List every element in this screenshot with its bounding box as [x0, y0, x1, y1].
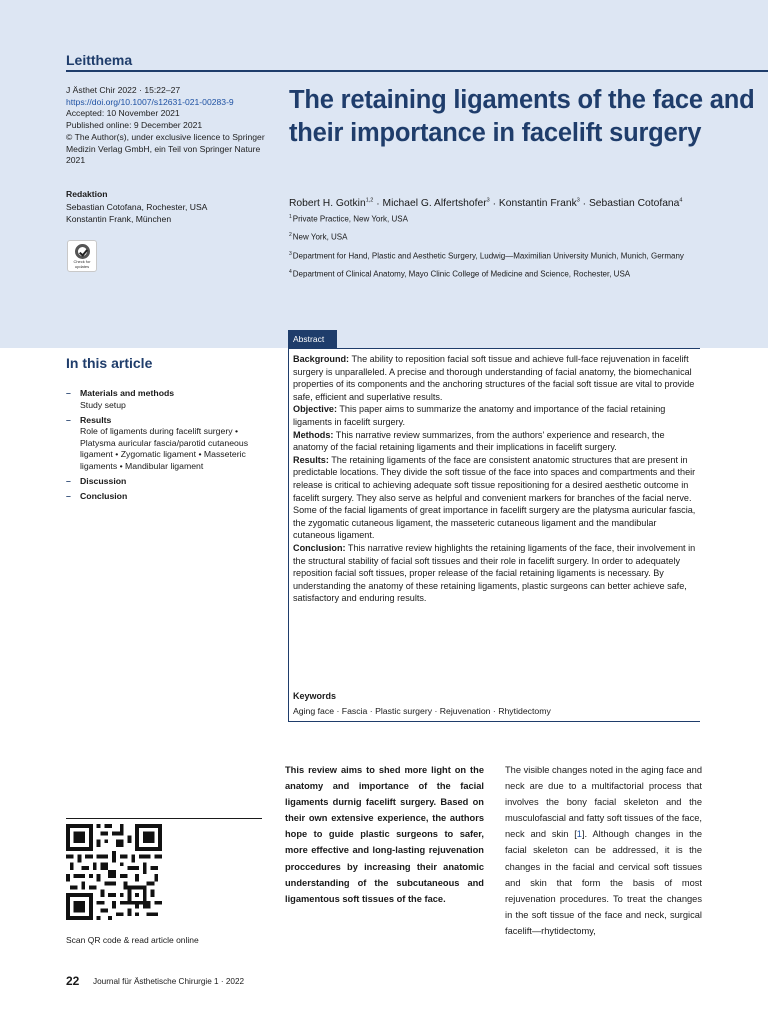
author-affiliation-ref: 1,2 [365, 198, 374, 204]
toc-entry[interactable]: – Materials and methods Study setup [66, 388, 175, 410]
author-name: Konstantin Frank$^3$ [498, 198, 580, 210]
page-number: 22 [66, 974, 80, 988]
body-text: The visible changes noted in the aging face and neck are due to a multifactorial process that involves the bony facial skeleton and the musculofascial and fatty soft tissues of the face, neck and skin [1]. Although changes in the facial skeleton can be addressed, it is the changes in the facial and cervical soft tissues and skin that form the basis of most rejuvenation procedures. To treat the changes in the soft tissue of the face and neck, surgical facelift—rhytidectomy, [505, 765, 703, 936]
editor-line: Sebastian Cotofana, Rochester, USA [66, 201, 208, 212]
check-for-updates-icon [75, 244, 90, 259]
abstract-label: Background: [293, 354, 350, 364]
doi-link[interactable]: https://doi.org/10.1007/s12631-021-00283-9 [66, 96, 234, 107]
toc-title: In this article [66, 355, 153, 371]
toc-entry[interactable]: – Discussion [66, 475, 127, 486]
affiliation-item: $^2$New York, USA [289, 232, 348, 243]
editor-line: Konstantin Frank, München [66, 214, 172, 224]
author-name: Robert H. Gotkin$^{1,2}$ [289, 198, 374, 210]
article-title: The retaining ligaments of the face and their importance in facelift surgery [289, 86, 755, 147]
abstract-text: The retaining ligaments of the face are consistent anatomic structures that are present in predictable locations. They divide the soft tissue of the face into spaces and compartments and their release is critical to achieving adequate soft tissue repositioning for a desired aesthetic outcome in facelift surgery. They also serve as helpful and convenient markers for branches of the facial nerve. Some of the facial ligaments of great importance in facelift surgery are the platysma auricular fascia, the zygomatic cutaneous ligament, the masseteric cutaneous ligament and the mandibular cutaneous ligament. [293, 454, 696, 541]
dash-icon: – [66, 414, 71, 425]
author-affiliation-ref: 3 [576, 198, 580, 204]
author-separator: · [489, 198, 499, 210]
badge-text: Check for updates [73, 259, 91, 269]
section-divider [66, 70, 768, 72]
dash-icon: – [66, 475, 71, 486]
citation-link[interactable]: 1 [576, 829, 582, 840]
author-affiliation-ref: 4 [679, 198, 683, 204]
author-affiliation-ref: 3 [486, 198, 490, 204]
keywords: Aging face · Fascia · Plastic surgery · Rejuvenation · Rhytidectomy [293, 706, 551, 716]
abstract-text: The ability to reposition facial soft tissue and achieve full-face rejuvenation in facelift surgery is unparalleled. A precise and thorough understanding of facial anatomy, the biomechanical properties of its components and the anchoring structures of the facial soft tissue are vital to provide safe, efficient and superlative results. [293, 354, 695, 402]
abstract-tag: Abstract [288, 330, 337, 348]
author-name: Sebastian Cotofana$^4$ [588, 198, 683, 210]
accepted-date: Accepted: 10 November 2021 [66, 108, 180, 119]
editors-heading: Redaktion [66, 189, 108, 199]
abstract-label: Conclusion: [293, 542, 346, 553]
journal-footer: Journal für Ästhetische Chirurgie 1 · 2022 [93, 977, 245, 986]
affiliation-item: $^4$Department of Clinical Anatomy, Mayo Clinic College of Medicine and Science, Rochester, USA [289, 269, 631, 280]
qr-divider [66, 818, 262, 819]
abstract-text: This paper aims to summarize the anatomy and importance of the facial retaining ligaments in facelift surgery. [293, 404, 666, 427]
abstract-label: Methods: [293, 429, 334, 440]
dash-icon: – [66, 388, 71, 398]
author-name: Michael G. Alfertshofer$^3$ [382, 198, 490, 210]
abstract-text: This narrative review summarizes, from the authors' experience and research, the anatomy of the facial retaining ligaments and their implications in facelift surgery. [293, 429, 665, 453]
dash-icon: – [66, 490, 71, 501]
author-separator: · [579, 198, 589, 210]
author-separator: · [373, 198, 383, 210]
abstract-text: This narrative review highlights the retaining ligaments of the face, their involvement in the structural stability of facial soft tissues and their role in facelift surgery. In order to adequately reposition facial soft tissues, proper release of the facial retaining ligaments is necessary. By understanding the anatomy of these retaining ligaments, plastic surgeons can better achieve safe, satisfactory and enduring results. [293, 542, 696, 604]
abstract-body [293, 353, 698, 605]
intro-summary: This review aims to shed more light on the anatomy and importance of the facial ligaments durnig facelift surgery. Based on their own extensive experience, the authors hope to guide plastic surgeons to safer, more effective and long-lasting rejuvenation proccedures by increasing their anatomic understanding of the subcutaneous and ligamentous soft tissues of the face. [285, 765, 484, 904]
citation: J Ästhet Chir 2022 · 15:22–27 [66, 85, 181, 95]
table-of-contents [66, 388, 272, 506]
abstract-label: Objective: [293, 404, 337, 415]
toc-entry[interactable]: – Conclusion [66, 490, 128, 501]
qr-caption: Scan QR code & read article online [66, 935, 199, 945]
author-list [289, 194, 759, 211]
toc-entry[interactable]: – Results Role of ligaments during facelift surgery • Platysma auricular fascia/parotid cutaneous ligament • Zygomatic ligament • Masseteric ligaments • Mandibular ligament [66, 414, 249, 471]
keywords-heading: Keywords [293, 691, 337, 701]
license-text: © The Author(s), under exclusive licence to Springer Medizin Verlag GmbH, ein Teil von Springer Nature 2021 [66, 131, 265, 166]
editors [66, 188, 266, 226]
published-date: Published online: 9 December 2021 [66, 120, 203, 131]
check-for-updates-badge[interactable] [67, 240, 97, 272]
abstract-label: Results: [293, 454, 329, 465]
affiliation-item: $^3$Department for Hand, Plastic and Aesthetic Surgery, Ludwig—Maximilian University Munich, Munich, Germany [289, 250, 684, 261]
qr-code-icon[interactable] [66, 824, 162, 920]
affiliation-item: $^1$Private Practice, New York, USA [289, 214, 408, 224]
section-label: Leitthema [66, 52, 133, 68]
affiliations [289, 211, 729, 285]
article-meta [66, 85, 266, 167]
